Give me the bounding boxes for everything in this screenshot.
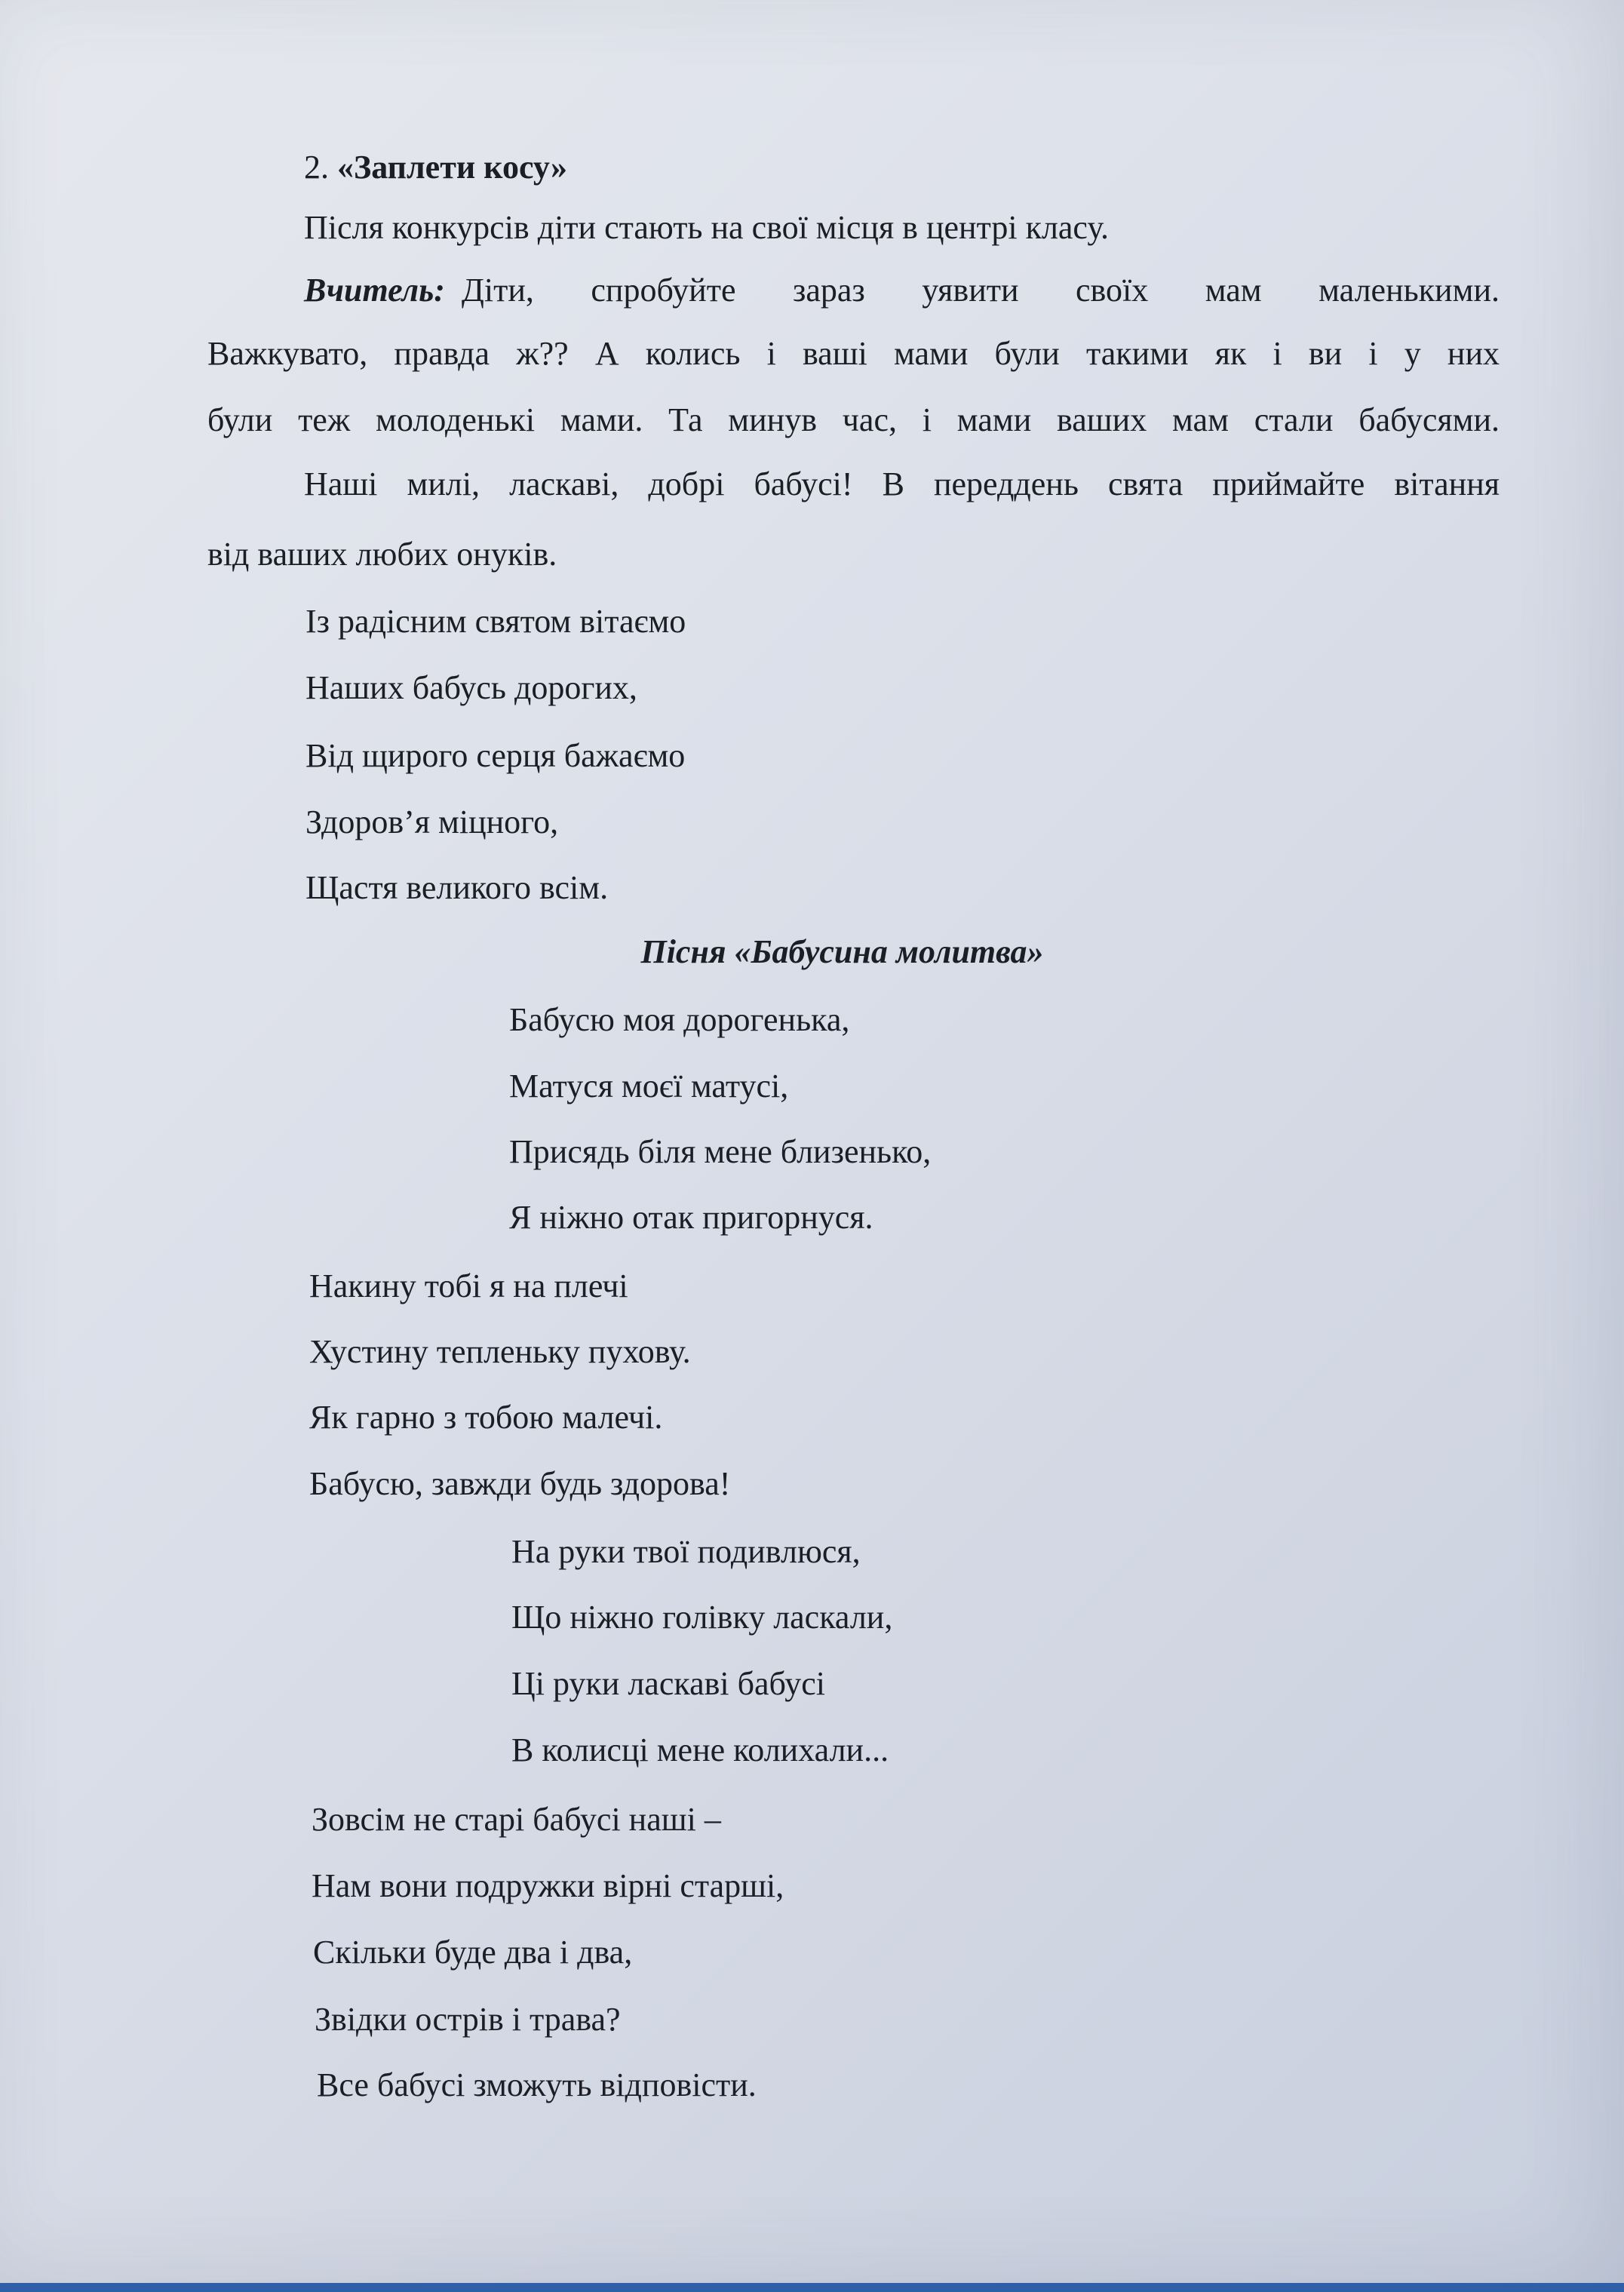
poem-line: Щастя великого всім. — [305, 869, 609, 906]
poem-line: Здоров’я міцного, — [305, 803, 559, 840]
song-line: Матуся моєї матусі, — [509, 1068, 789, 1105]
page-bottom-edge — [0, 2283, 1624, 2292]
song-line: Бабусю, завжди будь здорова! — [309, 1465, 731, 1502]
song-title: Пісня «Бабусина молитва» — [640, 933, 1044, 970]
heading-title: «Заплети косу» — [337, 149, 567, 186]
song-line: Скільки буде два і два, — [313, 1934, 633, 1971]
song-line: Зовсім не старі бабусі наші – — [312, 1801, 721, 1838]
teacher-speaker: Вчитель: — [304, 272, 445, 309]
song-line: Присядь біля мене близенько, — [509, 1133, 932, 1170]
section-heading — [304, 151, 567, 184]
teacher-line-1 — [304, 274, 1500, 307]
song-line: Все бабусі зможуть відповісти. — [317, 2066, 757, 2103]
song-line: Бабусю моя дорогенька, — [509, 1001, 850, 1038]
song-line: Нам вони подружки вірні старші, — [312, 1867, 784, 1904]
intro-line: Після конкурсів діти стають на свої місця в центрі класу. — [304, 209, 1109, 246]
greeting-line-1: Наші милі, ласкаві, добрі бабусі! В переддень свята приймайте вітання — [304, 465, 1500, 502]
poem-line: Від щирого серця бажаємо — [305, 737, 686, 774]
teacher-line-2: Важкувато, правда ж?? А колись і ваші мами були такими як і ви і у них — [207, 335, 1500, 372]
teacher-text-1: Діти, спробуйте зараз уявити своїх мам маленькими. — [461, 272, 1500, 309]
song-line: В колисці мене колихали... — [511, 1731, 889, 1768]
song-line: Я ніжно отак пригорнуся. — [509, 1199, 873, 1236]
teacher-line-3: були теж молоденькі мами. Та минув час, і мами ваших мам стали бабусями. — [207, 401, 1500, 438]
song-line: Звідки острів і трава? — [315, 2001, 621, 2038]
song-line: На руки твої подивлюся, — [511, 1533, 861, 1570]
song-line: Накину тобі я на плечі — [309, 1267, 628, 1304]
song-line: Що ніжно голівку ласкали, — [511, 1599, 893, 1636]
heading-number: 2. — [304, 149, 337, 186]
greeting-line-2: від ваших любих онуків. — [207, 536, 557, 573]
song-line: Хустину тепленьку пухову. — [309, 1333, 691, 1370]
song-line: Як гарно з тобою малечі. — [309, 1399, 663, 1436]
poem-line: Із радісним святом вітаємо — [305, 603, 686, 640]
song-line: Ці руки ласкаві бабусі — [511, 1665, 825, 1702]
poem-line: Наших бабусь дорогих, — [305, 669, 637, 706]
